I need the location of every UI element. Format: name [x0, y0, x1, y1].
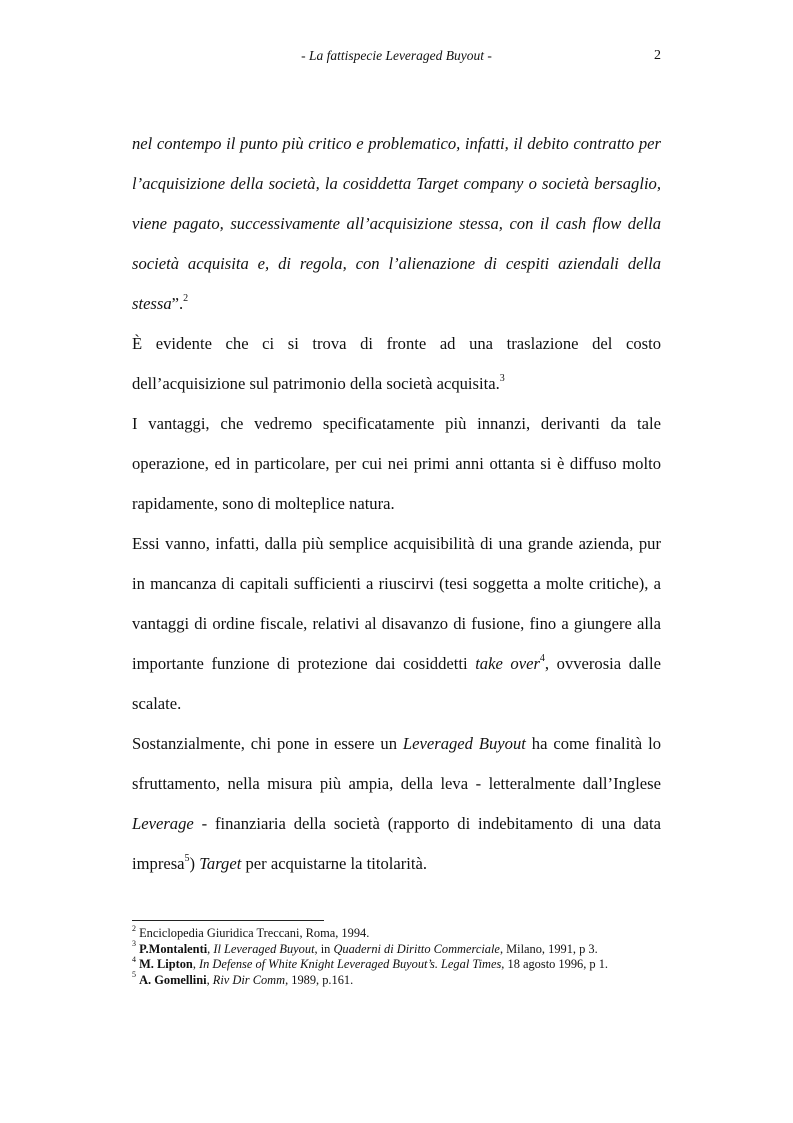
paragraph-text: ha come finalità lo sfruttamento, nella misura più ampia, della leva - letteralmente dall’Inglese: [132, 734, 661, 793]
paragraph-quote-end: [132, 124, 661, 324]
footnote-ref[interactable]: 5: [184, 853, 190, 865]
footnote-title: Il Leveraged Buyout: [213, 941, 315, 956]
footnote-text: , in: [314, 941, 334, 956]
term-leveraged-buyout: Leveraged Buyout: [402, 734, 526, 753]
footnote-number: 3: [132, 939, 136, 949]
paragraph-advantages: [132, 404, 661, 524]
footnote-author: A. Gomellini: [139, 972, 207, 987]
paragraph-text: , ovverosia dalle scalate.: [132, 654, 661, 713]
footnote-journal: Quaderni di Diritto Commerciale: [333, 941, 500, 956]
footnote: [132, 970, 692, 989]
footnote-text: , 1989, p.161.: [285, 972, 354, 987]
footnote-ref[interactable]: 2: [183, 293, 189, 305]
footnote-sep: ,: [206, 972, 213, 987]
page-number: 2: [654, 48, 661, 63]
footnote-number: 2: [132, 923, 136, 933]
footnote-author: P.Montalenti: [139, 941, 208, 956]
footnotes: [132, 923, 692, 988]
paragraph-text: Sostanzialmente, chi pone in essere un: [132, 734, 403, 753]
page-header: [132, 48, 661, 68]
paragraph-text: I vantaggi, che vedremo specificatamente più innanzi, derivanti da tale operazione, ed in particolare, per cui nei primi anni ottanta si è diffuso molto rapidamente, sono di molteplice natura.: [132, 414, 661, 513]
footnote-title: Riv Dir Comm: [212, 972, 286, 987]
footnote-text: , Milano, 1991, p 3.: [499, 941, 598, 956]
paragraph-text: ): [189, 854, 200, 873]
footnote: [132, 939, 692, 958]
term-leverage: Leverage: [132, 814, 194, 833]
paragraph-text: - finanziaria della società (rapporto di indebitamento di una data impresa: [132, 814, 661, 873]
close-quote: ”.: [171, 294, 184, 313]
footnote-sep: ,: [207, 941, 214, 956]
footnote: [132, 954, 692, 973]
footnote: [132, 923, 692, 942]
footnote-text: Enciclopedia Giuridica Treccani, Roma, 1994.: [139, 926, 370, 940]
footnote-author: M. Lipton: [139, 957, 193, 971]
paragraph-summary: [132, 724, 661, 884]
term-target: Target: [199, 854, 242, 873]
footnote-number: 5: [132, 970, 136, 980]
footnote-text: , 18 agosto 1996, p 1.: [501, 957, 608, 971]
footnote-ref[interactable]: 4: [539, 653, 545, 665]
footnote-ref[interactable]: 3: [499, 373, 505, 385]
running-title: - La fattispecie Leveraged Buyout -: [301, 48, 492, 63]
paragraph-text: È evidente che ci si trova di fronte ad una traslazione del costo dell’acquisizione sul patrimonio della società acquisita.: [132, 334, 661, 393]
paragraph-text: per acquistarne la titolarità.: [241, 854, 428, 873]
paragraph-range: [132, 524, 661, 724]
footnote-separator: [132, 920, 324, 921]
paragraph-translation: [132, 324, 661, 404]
term-take-over: take over: [475, 654, 540, 673]
quoted-text: nel contempo il punto più critico e problematico, infatti, il debito contratto per l’acquisizione della società, la cosiddetta Target company o società bersaglio, viene pagato, successivamente all’acquisizione stessa, con il cash flow della società acquisita e, di regola, con l’alienazione di cespiti aziendali della stessa: [132, 134, 661, 313]
footnote-sep: ,: [192, 957, 200, 971]
body-text: [132, 124, 661, 884]
paragraph-text: Essi vanno, infatti, dalla più semplice acquisibilità di una grande azienda, pur in mancanza di capitali sufficienti a riuscirvi (tesi soggetta a molte critiche), a vantaggi di ordine fiscale, relativi al disavanzo di fusione, fino a giungere alla importante funzione di protezione dai cosiddetti: [132, 534, 661, 673]
footnote-number: 4: [132, 954, 136, 964]
footnote-title: In Defense of White Knight Leveraged Buyout’s. Legal Times: [199, 957, 502, 971]
